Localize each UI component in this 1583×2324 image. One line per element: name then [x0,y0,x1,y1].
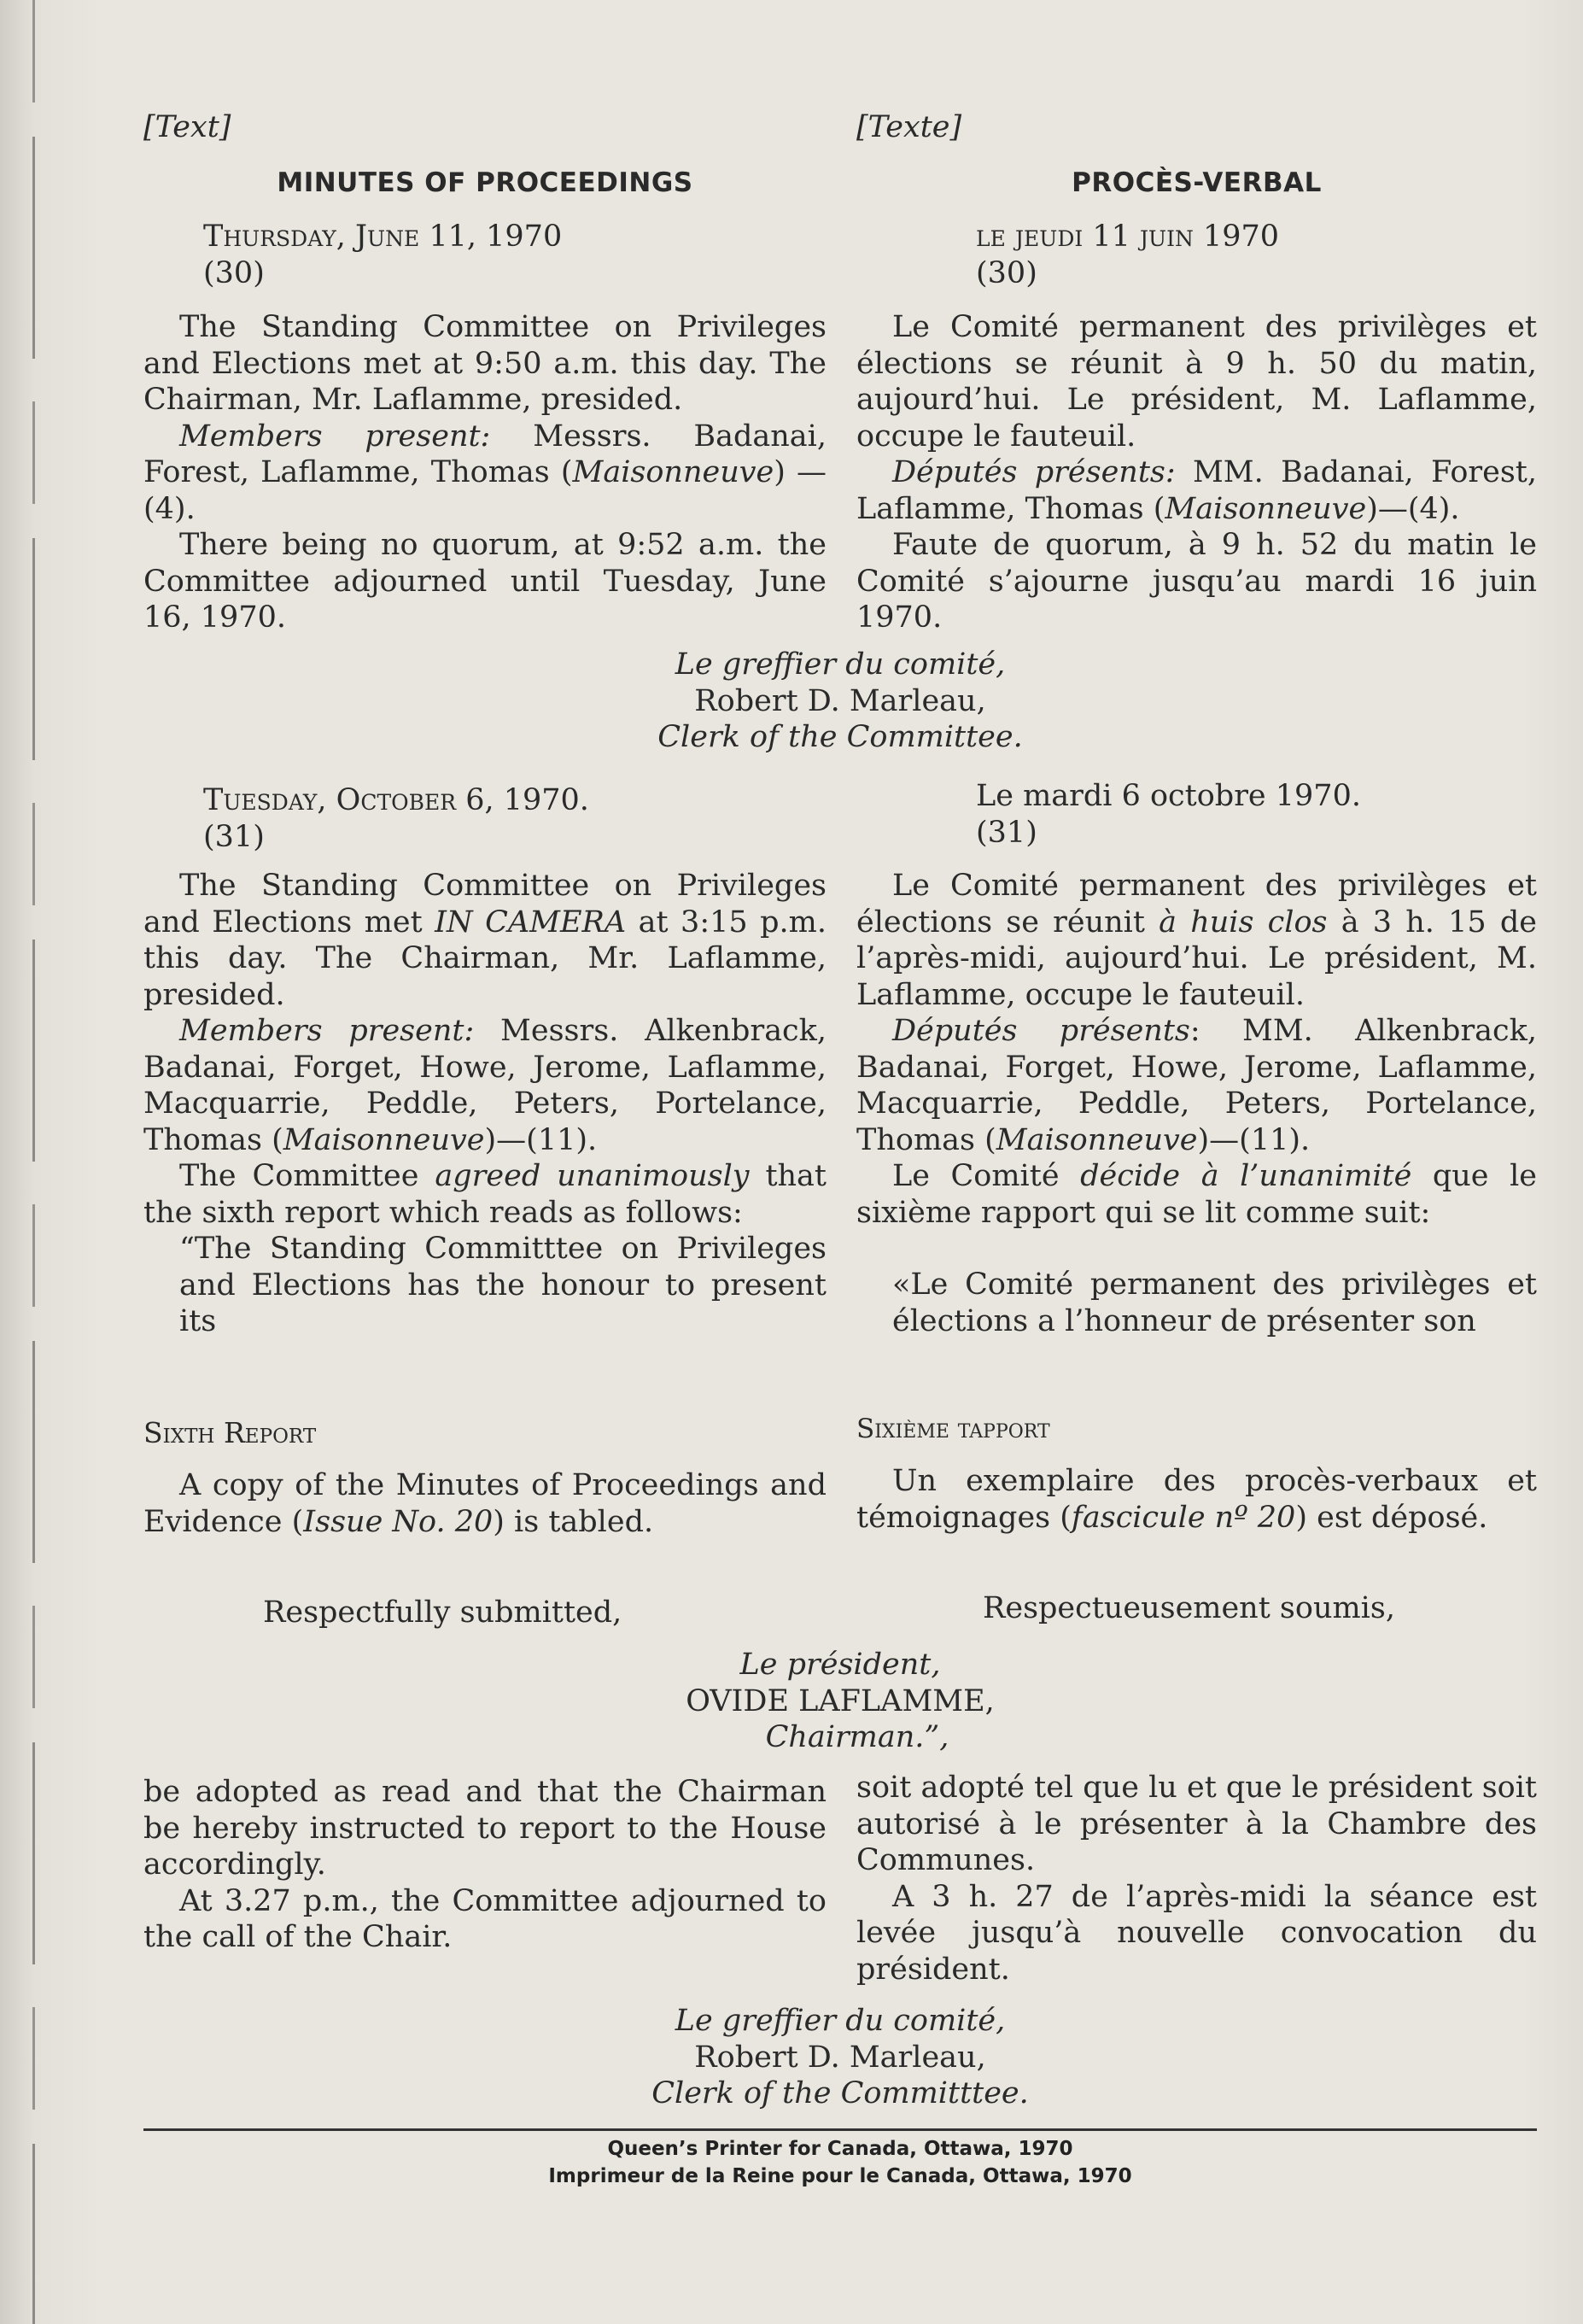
left-p9: be adopted as read and that the Chairman be hereby instructed to report to the House accordingly. [143,1775,827,1882]
binding-edge [32,0,35,2324]
left-p1: The Standing Committee on Privileges and Elections met at 9:50 a.m. this day. The Chairman, Mr. Laflamme, presided. [143,310,827,417]
left-submitted: Respectfully submitted, [263,1595,622,1630]
right-closing [856,1770,1537,1987]
left-meeting-2 [143,868,827,1340]
left-meeting-1 [143,309,827,636]
printer-imprint: Queen’s Printer for Canada, Ottawa, 1970 Imprimeur de la Reine pour le Canada, Ottawa, 1970 [548,2138,1132,2187]
left-meeting-number-2: (31) [203,819,265,854]
right-submitted: Respectueusement soumis, [983,1591,1395,1625]
left-p2: Members present: Messrs. Badanai, Forest, Laflamme, Thomas (Maisonneuve) —(4). [143,419,827,526]
left-report-body: A copy of the Minutes of Proceedings and Evidence (Issue No. 20) is tabled. [143,1468,827,1539]
left-tag: [Text] [143,110,231,144]
left-p5: Members present: Messrs. Alkenbrack, Badanai, Forget, Howe, Jerome, Laflamme, Macquarrie, Peddle, Peters, Portelance, Thomas (Maisonneuve)—(11). [143,1014,827,1157]
right-meeting-2 [856,868,1537,1339]
clerk-signature-2: Le greffier du comité, Robert D. Marleau, Clerk of the Committtee. [651,2004,1029,2110]
clerk-signature-1: Le greffier du comité, Robert D. Marleau, Clerk of the Committee. [657,647,1023,754]
left-p4: The Standing Committee on Privileges and Elections met IN CAMERA at 3:15 p.m. this day. The Chairman, Mr. Laflamme, presided. [143,869,827,1012]
right-meeting-number-2: (31) [976,815,1037,850]
right-p1: Le Comité permanent des privilèges et élections se réunit à 9 h. 50 du matin, aujourd’hui. Le président, M. Laflamme, occupe le fauteuil. [856,310,1537,454]
left-date-1: Thursday, June 11, 1970 (30) [143,219,827,291]
right-p9: soit adopté tel que lu et que le président soit autorisé à le présenter à la Chambre des Communes. [856,1771,1537,1877]
footer-rule [143,2128,1537,2131]
right-report-title: Sixième tapport [856,1414,1050,1444]
left-p7: “The Standing Committtee on Privileges and Elections has the honour to present its [179,1232,827,1338]
right-report-body: Un exemplaire des procès-verbaux et témoignages (fascicule nº 20) est déposé. [856,1464,1537,1535]
left-p6: The Committee agreed unanimously that the sixth report which reads as follows: [143,1159,827,1230]
right-meeting-1 [856,309,1537,636]
right-date-1: le jeudi 11 juin 1970 (30) [856,219,1537,291]
right-p10: A 3 h. 27 de l’après-midi la séance est levée jusqu’à nouvelle convocation du président. [856,1879,1537,1987]
right-meeting-number-1: (30) [976,255,1037,290]
right-p4: Le Comité permanent des privilèges et élections se réunit à huis clos à 3 h. 15 de l’après-midi, aujourd’hui. Le président, M. Laflamme, occupe le fauteuil. [856,869,1537,1012]
left-title: MINUTES OF PROCEEDINGS [277,167,693,198]
left-report-title: Sixth Report [143,1416,317,1449]
left-p3: There being no quorum, at 9:52 a.m. the Committee adjourned until Tuesday, June 16, 1970. [143,528,827,635]
right-p5: Députés présents: MM. Alkenbrack, Badanai, Forget, Howe, Jerome, Laflamme, Macquarrie, Peddle, Peters, Portelance, Thomas (Maisonneuve)—(11). [856,1014,1537,1157]
left-p10: At 3.27 p.m., the Committee adjourned to the call of the Chair. [143,1883,827,1954]
right-tag: [Texte] [856,110,962,144]
chairman-signature: Le président, OVIDE LAFLAMME, Chairman.”, [686,1648,995,1754]
left-meeting-number-1: (30) [203,255,265,290]
right-date-2: Le mardi 6 octobre 1970. (31) [856,778,1537,851]
right-title: PROCÈS-VERBAL [1072,167,1322,198]
right-p6: Le Comité décide à l’unanimité que le sixième rapport qui se lit comme suit: [856,1159,1537,1230]
left-date-2: Tuesday, October 6, 1970. (31) [143,782,827,855]
left-closing [143,1774,827,1956]
right-p3: Faute de quorum, à 9 h. 52 du matin le Comité s’ajourne jusqu’au mardi 16 juin 1970. [856,528,1537,635]
right-p2: Députés présents: MM. Badanai, Forest, Laflamme, Thomas (Maisonneuve)—(4). [856,455,1537,526]
right-p7: «Le Comité permanent des privilèges et élections a l’honneur de présenter son [892,1267,1537,1338]
